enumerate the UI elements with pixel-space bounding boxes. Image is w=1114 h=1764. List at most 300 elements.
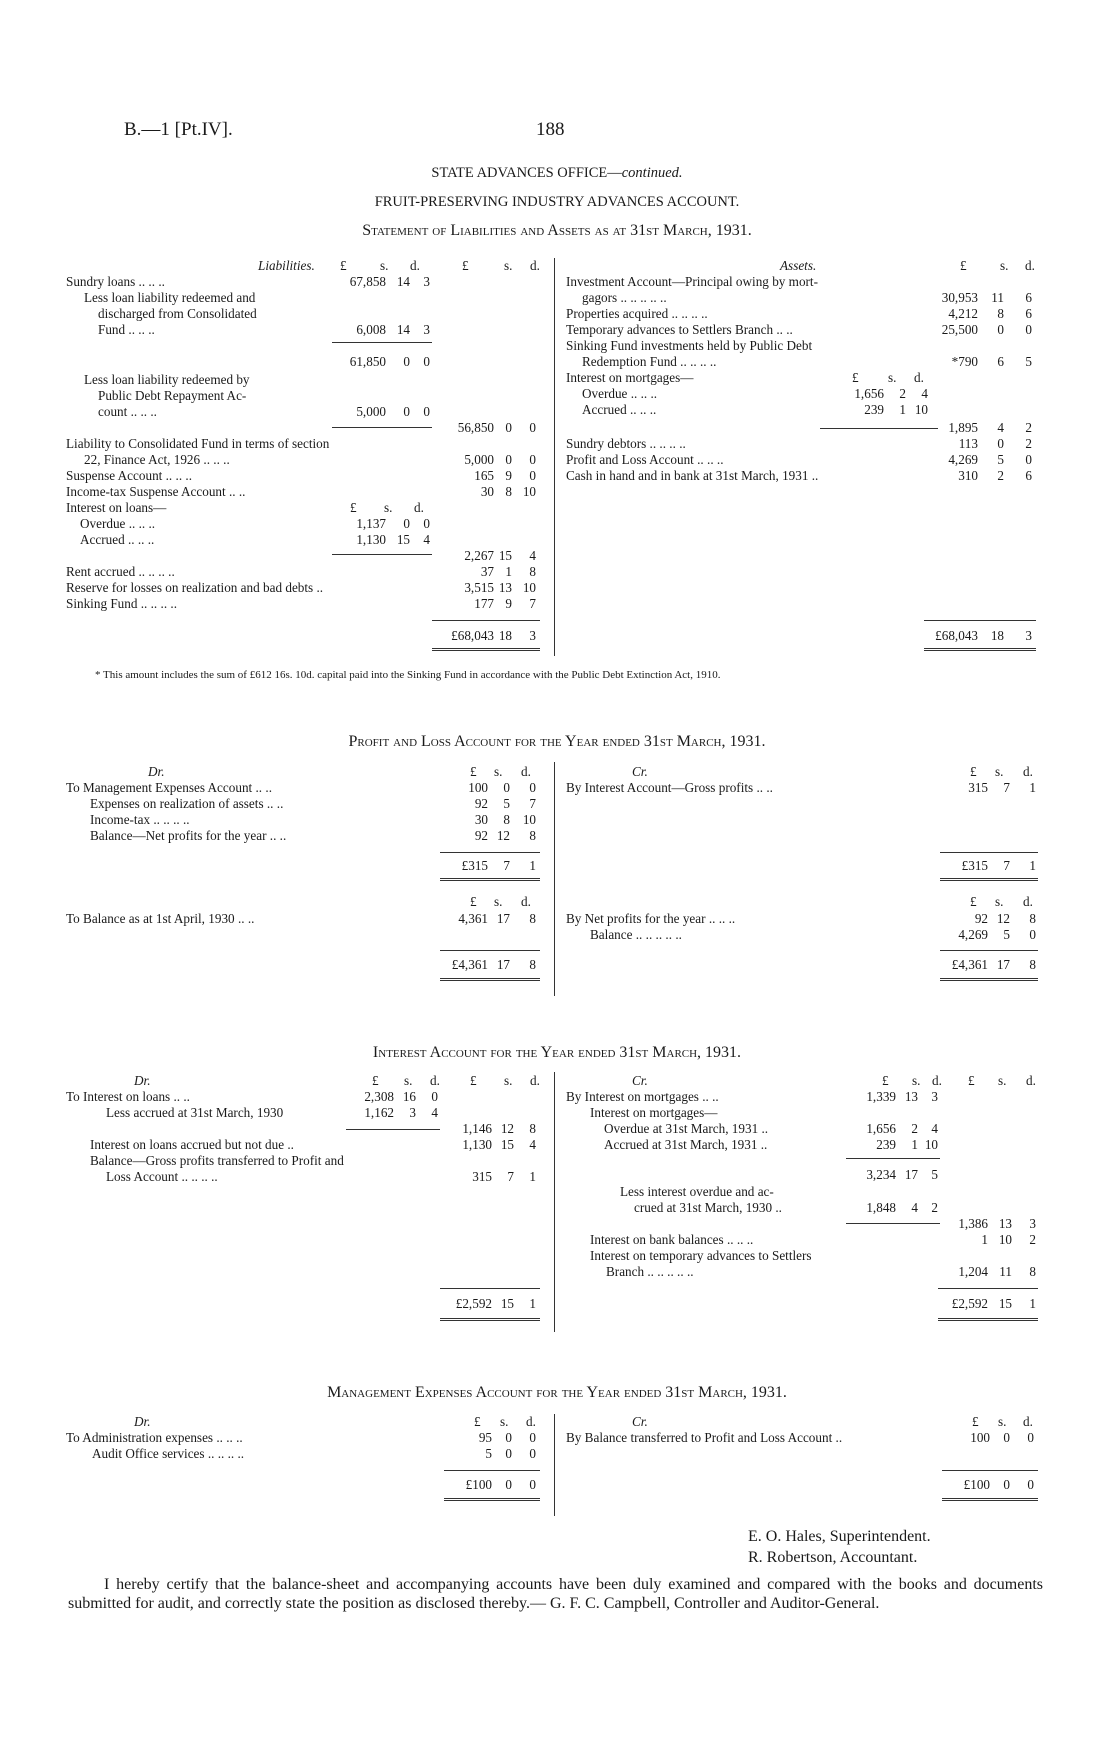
- asset-temp-s: 0: [997, 322, 1004, 337]
- int-c3-d: 4: [931, 1121, 938, 1136]
- int-dr: Dr.: [134, 1073, 151, 1088]
- rule: [938, 1318, 1038, 1321]
- int-c1-s: 13: [904, 1089, 918, 1104]
- int-cur-c3: d.: [932, 1073, 942, 1088]
- pl-dr-2-l: 92: [474, 796, 488, 811]
- bs-cur-l5: s.: [504, 258, 513, 273]
- pl-dr-2: Expenses on realization of assets .. ..: [90, 796, 284, 811]
- liab-cf-s: 0: [505, 452, 512, 467]
- bs-cur-a3: d.: [1025, 258, 1035, 273]
- bs-cur-l1: £: [340, 258, 347, 273]
- liab-income-tax: Income-tax Suspense Account .. ..: [66, 484, 246, 499]
- mgmt-total-dr-d: 0: [529, 1477, 536, 1492]
- liab-accrued-s: 15: [396, 532, 410, 547]
- rule: [940, 852, 1038, 853]
- rule: [432, 620, 540, 621]
- int-divider: [554, 1072, 555, 1332]
- pl-dr-1-l: 100: [468, 780, 488, 795]
- liab-sundry-loans: Sundry loans .. .. ..: [66, 274, 165, 289]
- liab-int-total-s: 15: [498, 548, 512, 563]
- int-c1-l: 1,339: [866, 1089, 896, 1104]
- liab-less1-c: Fund .. .. ..: [98, 322, 155, 337]
- int-d4-s: 15: [500, 1137, 514, 1152]
- liab-cf-b: 22, Finance Act, 1926 .. .. ..: [84, 452, 230, 467]
- rule: [846, 1158, 940, 1159]
- mgmt-cur-c3: d.: [1023, 1414, 1033, 1429]
- int-d2: Less accrued at 31st March, 1930: [106, 1105, 284, 1120]
- pl-cur-d3: d.: [521, 764, 531, 779]
- liab-less2-d: 0: [423, 404, 430, 419]
- liab-overdue: Overdue .. .. ..: [80, 516, 156, 531]
- int-total-cr-s: 15: [998, 1296, 1012, 1311]
- asset-prop-l: 4,212: [948, 306, 978, 321]
- int-cur-d5: s.: [504, 1073, 513, 1088]
- asset-sink-s: 6: [997, 354, 1004, 369]
- bs-cur-l2: s.: [380, 258, 389, 273]
- asset-sink-l: *790: [951, 354, 978, 369]
- liab-int-cur-3: d.: [414, 500, 424, 515]
- liab-income-tax-d: 10: [522, 484, 536, 499]
- asset-total-s: 18: [990, 628, 1004, 643]
- liab-net-d: 0: [529, 420, 536, 435]
- pl-total2-cr-d: 8: [1029, 957, 1036, 972]
- asset-overdue: Overdue .. .. ..: [582, 386, 658, 401]
- int-d1-l: 2,308: [364, 1089, 394, 1104]
- int-d2-l: 1,162: [364, 1105, 394, 1120]
- asset-inv-s: 11: [991, 290, 1004, 305]
- pl-cur2-c2: s.: [995, 894, 1004, 909]
- pl-dr2-l: 4,361: [458, 911, 488, 926]
- office-title: [0, 165, 1114, 182]
- int-cur-c2: s.: [912, 1073, 921, 1088]
- asset-inv-d: 6: [1025, 290, 1032, 305]
- asset-int-cur-3: d.: [914, 370, 924, 385]
- rule: [440, 878, 540, 881]
- int-total-cr-l: £2,592: [951, 1296, 988, 1311]
- pl-cur-c2: s.: [995, 764, 1004, 779]
- pl-dr-2-d: 7: [529, 796, 536, 811]
- liab-less1-d: 3: [423, 322, 430, 337]
- pl-total2-cr-l: £4,361: [951, 957, 988, 972]
- asset-temp-l: 25,500: [941, 322, 978, 337]
- pl-dr-3-s: 8: [503, 812, 510, 827]
- mgmt-d2: Audit Office services .. .. .. ..: [92, 1446, 245, 1461]
- asset-temp-d: 0: [1025, 322, 1032, 337]
- int-total-dr-l: £2,592: [455, 1296, 492, 1311]
- pl-dr-2-s: 5: [503, 796, 510, 811]
- liab-accrued: Accrued .. .. ..: [80, 532, 155, 547]
- asset-cash-l: 310: [958, 468, 978, 483]
- int-c7-s: 13: [998, 1216, 1012, 1231]
- mgmt-d2-d: 0: [529, 1446, 536, 1461]
- liab-income-tax-s: 8: [505, 484, 512, 499]
- liab-int-total-l: 2,267: [464, 548, 494, 563]
- liab-suspense-d: 0: [529, 468, 536, 483]
- int-cur-c6: d.: [1026, 1073, 1036, 1088]
- rule: [444, 1470, 540, 1471]
- asset-accrued: Accrued .. .. ..: [582, 402, 657, 417]
- pl-cr2a-l: 92: [974, 911, 988, 926]
- rule: [332, 427, 432, 428]
- pl-cr-1: By Interest Account—Gross profits .. ..: [566, 780, 773, 795]
- rule: [444, 1498, 540, 1501]
- int-d4: Interest on loans accrued but not due ..: [90, 1137, 294, 1152]
- pl-cur-d2: s.: [494, 764, 503, 779]
- int-c7-d: 3: [1029, 1216, 1036, 1231]
- int-d1-s: 16: [402, 1089, 416, 1104]
- liab-suspense: Suspense Account .. .. ..: [66, 468, 193, 483]
- asset-int-cur-1: £: [852, 370, 859, 385]
- liab-less1-s: 14: [396, 322, 410, 337]
- asset-pl: Profit and Loss Account .. .. ..: [566, 452, 724, 467]
- liab-rent-s: 1: [505, 564, 512, 579]
- pl-dr2-d: 8: [529, 911, 536, 926]
- liab-suspense-s: 9: [505, 468, 512, 483]
- rule: [346, 1129, 440, 1130]
- int-c6a: Less interest overdue and ac-: [620, 1184, 774, 1199]
- int-c4-d: 10: [924, 1137, 938, 1152]
- liab-less1-a: Less loan liability redeemed and: [84, 290, 256, 305]
- asset-sink-d: 5: [1025, 354, 1032, 369]
- liab-less2-a: Less loan liability redeemed by: [84, 372, 250, 387]
- int-d1-d: 0: [431, 1089, 438, 1104]
- liab-sinking-s: 9: [505, 596, 512, 611]
- liab-reserve-l: 3,515: [464, 580, 494, 595]
- pl-cur2-d1: £: [470, 894, 477, 909]
- liab-sub1-d: 0: [423, 354, 430, 369]
- mgmt-cur-d3: d.: [526, 1414, 536, 1429]
- bs-cur-l3: d.: [410, 258, 420, 273]
- bs-footnote: * This amount includes the sum of £612 16s. 10d. capital paid into the Sinking Fund in accordance with the Public Debt Extinction Act, 1910.: [95, 669, 721, 681]
- int-c6b: crued at 31st March, 1930 ..: [634, 1200, 782, 1215]
- int-cur-d6: d.: [530, 1073, 540, 1088]
- pl-dr2-s: 17: [496, 911, 510, 926]
- pl-dr-4-l: 92: [474, 828, 488, 843]
- rule: [924, 620, 1036, 621]
- int-d4-d: 4: [529, 1137, 536, 1152]
- pl-dr-1: To Management Expenses Account .. ..: [66, 780, 272, 795]
- asset-prop: Properties acquired .. .. .. ..: [566, 306, 708, 321]
- pl-dr: Dr.: [148, 764, 165, 779]
- int-c5-s: 17: [904, 1167, 918, 1182]
- pl-cr2a-d: 8: [1029, 911, 1036, 926]
- int-c8: Interest on bank balances .. .. ..: [590, 1232, 754, 1247]
- asset-accrued-l: 239: [864, 402, 884, 417]
- int-d5-l: 315: [472, 1169, 492, 1184]
- int-c7-l: 1,386: [958, 1216, 988, 1231]
- liab-int-total-d: 4: [529, 548, 536, 563]
- liab-sub1-l: 61,850: [349, 354, 386, 369]
- int-c9-l: 1,204: [958, 1264, 988, 1279]
- pl-dr-4-d: 8: [529, 828, 536, 843]
- mgmt-d1: To Administration expenses .. .. ..: [66, 1430, 243, 1445]
- pl-cur-c3: d.: [1023, 764, 1033, 779]
- int-cur-d3: d.: [430, 1073, 440, 1088]
- pl-dr-3: Income-tax .. .. .. ..: [90, 812, 190, 827]
- pl-total2-cr-s: 17: [996, 957, 1010, 972]
- assets-heading: Assets.: [780, 258, 817, 273]
- liab-cf-l: 5,000: [464, 452, 494, 467]
- pl-total1-cr-l: £315: [961, 858, 988, 873]
- int-d1: To Interest on loans .. ..: [66, 1089, 190, 1104]
- rule: [332, 554, 432, 555]
- asset-int-cur-2: s.: [888, 370, 897, 385]
- pl-dr-3-l: 30: [474, 812, 488, 827]
- liab-rent: Rent accrued .. .. .. ..: [66, 564, 175, 579]
- liab-suspense-l: 165: [474, 468, 494, 483]
- mgmt-c1-d: 0: [1027, 1430, 1034, 1445]
- asset-int-total-d: 2: [1025, 420, 1032, 435]
- asset-total-l: £68,043: [935, 628, 978, 643]
- pl-total2-dr-s: 17: [496, 957, 510, 972]
- liab-int-cur-2: s.: [384, 500, 393, 515]
- asset-cash: Cash in hand and in bank at 31st March, 1931 ..: [566, 468, 819, 483]
- liab-sundry-loans-d: 3: [423, 274, 430, 289]
- mgmt-total-cr-d: 0: [1027, 1477, 1034, 1492]
- int-c4-s: 1: [911, 1137, 918, 1152]
- rule: [940, 878, 1038, 881]
- int-d2-d: 4: [431, 1105, 438, 1120]
- int-c8-d: 2: [1029, 1232, 1036, 1247]
- pl-cr2b: Balance .. .. .. .. ..: [590, 927, 682, 942]
- pl-cur2-c1: £: [970, 894, 977, 909]
- asset-int-total-s: 4: [997, 420, 1004, 435]
- signature-accountant: R. Robertson, Accountant.: [748, 1549, 918, 1566]
- mgmt-d1-d: 0: [529, 1430, 536, 1445]
- liab-total-s: 18: [498, 628, 512, 643]
- pl-dr-4-s: 12: [496, 828, 510, 843]
- liab-sinking: Sinking Fund .. .. .. ..: [66, 596, 178, 611]
- asset-overdue-l: 1,656: [854, 386, 884, 401]
- liab-net-l: 56,850: [457, 420, 494, 435]
- liab-cf-a: Liability to Consolidated Fund in terms of section: [66, 436, 330, 451]
- pl-dr-1-d: 0: [529, 780, 536, 795]
- pl-total1-dr-s: 7: [503, 858, 510, 873]
- mgmt-total-cr-s: 0: [1003, 1477, 1010, 1492]
- mgmt-cr: Cr.: [632, 1414, 648, 1429]
- bs-divider: [554, 258, 555, 656]
- pl-dr-1-s: 0: [503, 780, 510, 795]
- rule: [940, 978, 1038, 981]
- rule: [440, 978, 540, 981]
- mgmt-cur-c1: £: [972, 1414, 979, 1429]
- mgmt-d2-l: 5: [485, 1446, 492, 1461]
- liab-net-s: 0: [505, 420, 512, 435]
- asset-cash-d: 6: [1025, 468, 1032, 483]
- int-cr: Cr.: [632, 1073, 648, 1088]
- rule: [440, 852, 540, 853]
- pl-total1-cr-d: 1: [1029, 858, 1036, 873]
- asset-temp: Temporary advances to Settlers Branch .. ..: [566, 322, 793, 337]
- liab-total-l: £68,043: [451, 628, 494, 643]
- int-c4-l: 239: [876, 1137, 896, 1152]
- pl-cr-1-d: 1: [1029, 780, 1036, 795]
- int-c9-d: 8: [1029, 1264, 1036, 1279]
- asset-accrued-d: 10: [914, 402, 928, 417]
- pl-cur2-d2: s.: [494, 894, 503, 909]
- int-c3-l: 1,656: [866, 1121, 896, 1136]
- asset-int-m: Interest on mortgages—: [566, 370, 694, 385]
- liab-overdue-s: 0: [403, 516, 410, 531]
- mgmt-cur-d1: £: [474, 1414, 481, 1429]
- mgmt-c1-l: 100: [970, 1430, 990, 1445]
- pl-cur-d1: £: [470, 764, 477, 779]
- int-d5-d: 1: [529, 1169, 536, 1184]
- liab-less2-c: count .. .. ..: [98, 404, 157, 419]
- liab-sinking-l: 177: [474, 596, 494, 611]
- pl-cr-1-l: 315: [968, 780, 988, 795]
- mgmt-title: Management Expenses Account for the Year ended 31st March, 1931.: [327, 1384, 787, 1401]
- int-c3-s: 2: [911, 1121, 918, 1136]
- int-c9b: Branch .. .. .. .. ..: [606, 1264, 694, 1279]
- liab-total-d: 3: [529, 628, 536, 643]
- int-title: Interest Account for the Year ended 31st March, 1931.: [372, 1044, 742, 1061]
- int-c9a: Interest on temporary advances to Settlers: [590, 1248, 812, 1263]
- int-d3-l: 1,146: [462, 1121, 492, 1136]
- asset-pl-l: 4,269: [948, 452, 978, 467]
- liab-reserve-d: 10: [522, 580, 536, 595]
- pl-cr2b-s: 5: [1003, 927, 1010, 942]
- liab-less1-l: 6,008: [356, 322, 386, 337]
- page-reference: B.—1 [Pt.IV].: [124, 119, 233, 140]
- mgmt-cur-d2: s.: [500, 1414, 509, 1429]
- pl-dr2: To Balance as at 1st April, 1930 .. ..: [66, 911, 255, 926]
- pl-dr-4: Balance—Net profits for the year .. ..: [90, 828, 287, 843]
- audit-certificate: I hereby certify that the balance-sheet and accompanying accounts have been duly examined and compared with the books and documents submitted for audit, and correctly state the position as disclosed thereby.— G. F. C. Campbell, Controller and Auditor-General.: [68, 1576, 1043, 1612]
- pl-cur-c1: £: [970, 764, 977, 779]
- asset-debtors: Sundry debtors .. .. .. ..: [566, 436, 686, 451]
- liab-accrued-l: 1,130: [356, 532, 386, 547]
- mgmt-dr: Dr.: [134, 1414, 151, 1429]
- statement-title: Statement of Liabilities and Assets as at 31st March, 1931.: [362, 222, 752, 239]
- int-cur-c5: s.: [998, 1073, 1007, 1088]
- int-total-cr-d: 1: [1029, 1296, 1036, 1311]
- int-d5a: Balance—Gross profits transferred to Profit and: [90, 1153, 344, 1168]
- int-total-dr-s: 15: [500, 1296, 514, 1311]
- int-c6-l: 1,848: [866, 1200, 896, 1215]
- int-cur-d2: s.: [404, 1073, 413, 1088]
- asset-int-total-l: 1,895: [948, 420, 978, 435]
- mgmt-total-dr-s: 0: [505, 1477, 512, 1492]
- mgmt-d2-s: 0: [505, 1446, 512, 1461]
- mgmt-c1-s: 0: [1003, 1430, 1010, 1445]
- asset-debtors-s: 0: [997, 436, 1004, 451]
- liab-int-cur-1: £: [350, 500, 357, 515]
- liab-rent-l: 37: [480, 564, 494, 579]
- liab-overdue-l: 1,137: [356, 516, 386, 531]
- pl-total2-dr-d: 8: [529, 957, 536, 972]
- mgmt-total-cr-l: £100: [963, 1477, 990, 1492]
- int-c6-d: 2: [931, 1200, 938, 1215]
- pl-dr-3-d: 10: [522, 812, 536, 827]
- pl-cr-1-s: 7: [1003, 780, 1010, 795]
- asset-cash-s: 2: [997, 468, 1004, 483]
- asset-accrued-s: 1: [899, 402, 906, 417]
- asset-prop-d: 6: [1025, 306, 1032, 321]
- int-d3-d: 8: [529, 1121, 536, 1136]
- int-cur-c1: £: [882, 1073, 889, 1088]
- int-d3-s: 12: [500, 1121, 514, 1136]
- account-title: FRUIT-PRESERVING INDUSTRY ADVANCES ACCOUNT.: [374, 194, 740, 210]
- rule: [940, 950, 1038, 951]
- int-c1-d: 3: [931, 1089, 938, 1104]
- rule: [942, 1470, 1038, 1471]
- asset-debtors-l: 113: [958, 436, 978, 451]
- rule: [942, 1498, 1038, 1501]
- liab-less2-l: 5,000: [356, 404, 386, 419]
- liab-sinking-d: 7: [529, 596, 536, 611]
- liab-sub1-s: 0: [403, 354, 410, 369]
- int-c4: Accrued at 31st March, 1931 ..: [604, 1137, 768, 1152]
- rule: [440, 950, 540, 951]
- bs-cur-l4: £: [462, 258, 469, 273]
- int-c5-l: 3,234: [866, 1167, 896, 1182]
- pl-cur2-c3: d.: [1023, 894, 1033, 909]
- int-c3: Overdue at 31st March, 1931 ..: [604, 1121, 769, 1136]
- pl-title: Profit and Loss Account for the Year ended 31st March, 1931.: [348, 733, 766, 750]
- int-c5-d: 5: [931, 1167, 938, 1182]
- liab-less2-b: Public Debt Repayment Ac-: [98, 388, 247, 403]
- pl-cr2b-l: 4,269: [958, 927, 988, 942]
- pl-total2-dr-l: £4,361: [451, 957, 488, 972]
- int-d5-s: 7: [507, 1169, 514, 1184]
- rule: [846, 1223, 940, 1224]
- pl-cr2b-d: 0: [1029, 927, 1036, 942]
- rule: [332, 342, 432, 343]
- liab-less1-b: discharged from Consolidated: [98, 306, 257, 321]
- asset-inv-b: gagors .. .. .. .. ..: [582, 290, 667, 305]
- asset-debtors-d: 2: [1025, 436, 1032, 451]
- liab-rent-d: 8: [529, 564, 536, 579]
- int-c8-s: 10: [998, 1232, 1012, 1247]
- asset-overdue-s: 2: [899, 386, 906, 401]
- asset-pl-s: 5: [997, 452, 1004, 467]
- page-number: 188: [536, 119, 565, 140]
- int-c2: Interest on mortgages—: [590, 1105, 718, 1120]
- int-d5b: Loss Account .. .. .. ..: [106, 1169, 218, 1184]
- mgmt-c1: By Balance transferred to Profit and Loss Account ..: [566, 1430, 843, 1445]
- int-d2-s: 3: [409, 1105, 416, 1120]
- mgmt-total-dr-l: £100: [465, 1477, 492, 1492]
- int-total-dr-d: 1: [529, 1296, 536, 1311]
- office-continued: continued.: [621, 165, 683, 181]
- mgmt-d1-s: 0: [505, 1430, 512, 1445]
- int-c8-l: 1: [981, 1232, 988, 1247]
- asset-inv-a: Investment Account—Principal owing by mort-: [566, 274, 818, 289]
- asset-total-d: 3: [1025, 628, 1032, 643]
- pl-cr2a-s: 12: [996, 911, 1010, 926]
- signature-superintendent: E. O. Hales, Superintendent.: [748, 1528, 931, 1545]
- liab-accrued-d: 4: [423, 532, 430, 547]
- liab-int-loans: Interest on loans—: [66, 500, 167, 515]
- pl-cr: Cr.: [632, 764, 648, 779]
- bs-cur-a1: £: [960, 258, 967, 273]
- pl-cr2a: By Net profits for the year .. .. ..: [566, 911, 736, 926]
- liabilities-heading: Liabilities.: [258, 258, 315, 273]
- int-c1: By Interest on mortgages .. ..: [566, 1089, 719, 1104]
- liab-sundry-loans-s: 14: [396, 274, 410, 289]
- pl-divider: [554, 762, 555, 996]
- liab-reserve-s: 13: [498, 580, 512, 595]
- office-name: STATE ADVANCES OFFICE—: [431, 165, 622, 181]
- mgmt-cur-c2: s.: [998, 1414, 1007, 1429]
- liab-cf-d: 0: [529, 452, 536, 467]
- asset-sink-b: Redemption Fund .. .. .. ..: [582, 354, 717, 369]
- liab-income-tax-l: 30: [480, 484, 494, 499]
- int-cur-d1: £: [372, 1073, 379, 1088]
- liab-less2-s: 0: [403, 404, 410, 419]
- rule: [938, 1288, 1038, 1289]
